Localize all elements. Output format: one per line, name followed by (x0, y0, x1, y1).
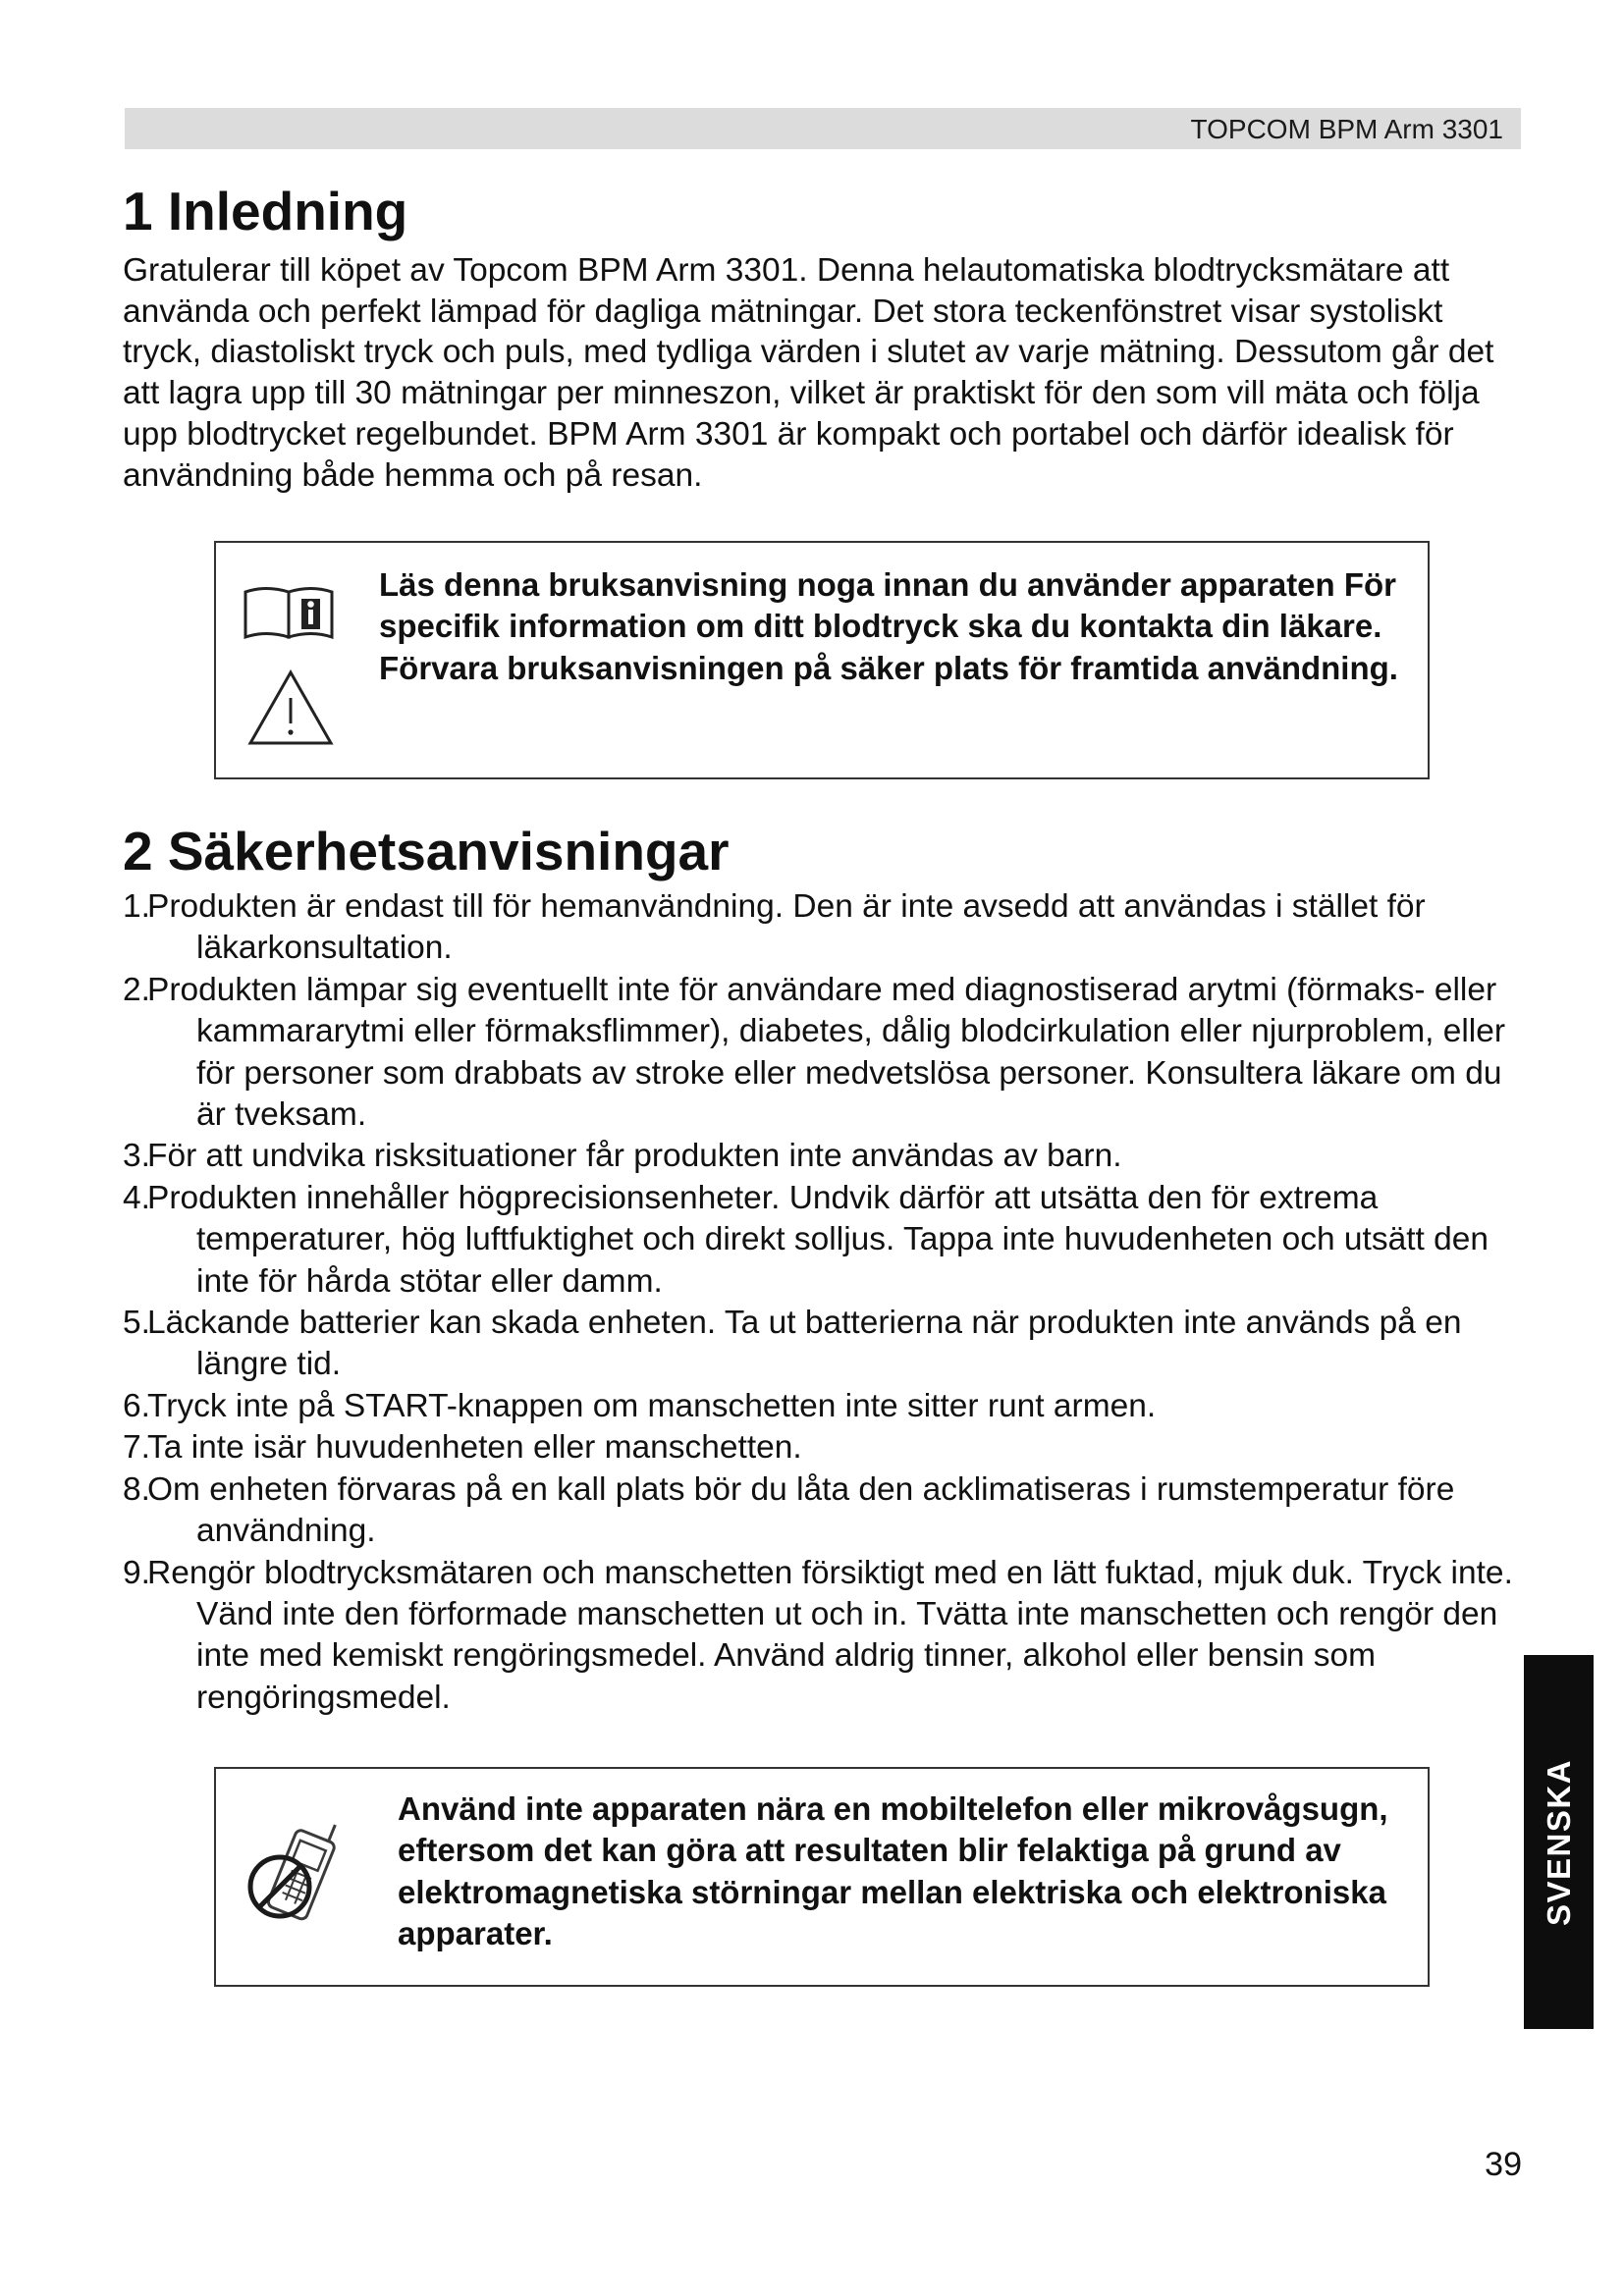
list-item (123, 1553, 1527, 1720)
read-manual-notice (214, 541, 1430, 779)
header-bar (125, 108, 1521, 149)
list-item (123, 1427, 1527, 1468)
header-title: TOPCOM BPM Arm 3301 (1190, 114, 1503, 144)
list-item-text: Om enheten förvaras på en kall plats bör du låta den acklimatiseras i rumstemperatur före användning. (147, 1470, 1455, 1550)
intro-paragraph: Gratulerar till köpet av Topcom BPM Arm 3301. Denna helautomatiska blodtrycksmätare att använda och perfekt lämpad för dagliga mätningar. Det stora teckenfönstret visar systoliskt tryck, diastoliskt tryck och puls, med tydliga värden i slutet av varje mätning. Dessutom går det att lagra upp till 30 mätningar per minneszon, vilket är praktiskt för den som vill mäta och följa upp blodtrycket regelbundet. BPM Arm 3301 är kompakt och portabel och därför idealisk för användning både hemma och på resan. (123, 252, 1494, 494)
list-item-text: Produkten lämpar sig eventuellt inte för användare med diagnostiserad arytmi (förmaks- eller kammararytmi eller förmaksflimmer), diabetes, dålig blodcirkulation eller njurproblem, eller för personer som drabbats av stroke eller medvetslösa personer. Konsultera läkare om du är tveksam. (147, 971, 1506, 1134)
mobile-phone-notice-text: Använd inte apparaten nära en mobiltelefon eller mikrovågsugn, eftersom det kan göra att resultaten blir felaktiga på grund av elektromagnetiska störningar mellan elektriska och elektroniska apparater. (398, 1790, 1388, 1951)
list-item-number: 6. (123, 1387, 150, 1424)
list-item-number: 9. (123, 1554, 150, 1591)
list-item-text: För att undvika risksituationer får produkten inte användas av barn. (147, 1138, 1122, 1175)
language-side-tab-label: SVENSKA (1540, 1758, 1577, 1926)
warning-triangle-icon (246, 668, 335, 747)
list-item-text: Rengör blodtrycksmätaren och manschetten försiktigt med en lätt fuktad, mjuk duk. Tryck inte. Vänd inte den förformade manschetten ut och in. Tvätta inte manschetten och rengör den inte med kemiskt rengöringsmedel. Använd aldrig tinner, alkohol eller bensin som rengöringsmedel. (147, 1554, 1513, 1716)
list-item-number: 3. (123, 1138, 150, 1175)
list-item-number: 2. (123, 971, 150, 1008)
list-item-text: Produkten är endast till för hemanvändning. Den är inte avsedd att användas i stället för läkarkonsultation. (147, 888, 1426, 967)
list-item (123, 1136, 1527, 1177)
no-mobile-phone-icon (239, 1812, 356, 1938)
list-item-text: Tryck inte på START-knappen om manschetten inte sitter runt armen. (147, 1387, 1157, 1424)
list-item-number: 8. (123, 1470, 150, 1508)
page-number: 39 (1485, 2146, 1522, 2183)
language-side-tab (1524, 1655, 1594, 2029)
list-item-number: 7. (123, 1429, 150, 1467)
list-item-text: Ta inte isär huvudenheten eller manschetten. (147, 1429, 802, 1467)
mobile-phone-notice (214, 1767, 1430, 1987)
manual-info-icon (243, 582, 335, 641)
list-item (123, 1469, 1527, 1553)
list-item-number: 1. (123, 888, 150, 925)
section-heading-safety: 2 Säkerhetsanvisningar (123, 821, 730, 881)
read-manual-notice-text: Läs denna bruksanvisning noga innan du använder apparaten För specifik information om ditt blodtryck ska du kontakta din läkare. Förvara bruksanvisningen på säker plats för framtida användning. (379, 566, 1398, 686)
list-item-number: 4. (123, 1179, 150, 1216)
safety-instructions-list (123, 886, 1527, 1719)
section-heading-introduction: 1 Inledning (123, 181, 408, 241)
list-item-number: 5. (123, 1305, 150, 1342)
list-item (123, 1303, 1527, 1386)
list-item (123, 1178, 1527, 1303)
list-item-text: Produkten innehåller högprecisionsenheter. Undvik därför att utsätta den för extrema temperaturer, hög luftfuktighet och direkt solljus. Tappa inte huvudenheten och utsätt den inte för hårda stötar eller damm. (147, 1179, 1489, 1300)
list-item-text: Läckande batterier kan skada enheten. Ta ut batterierna när produkten inte används på en längre tid. (147, 1305, 1462, 1383)
list-item (123, 970, 1527, 1137)
list-item (123, 1386, 1527, 1427)
list-item (123, 886, 1527, 970)
